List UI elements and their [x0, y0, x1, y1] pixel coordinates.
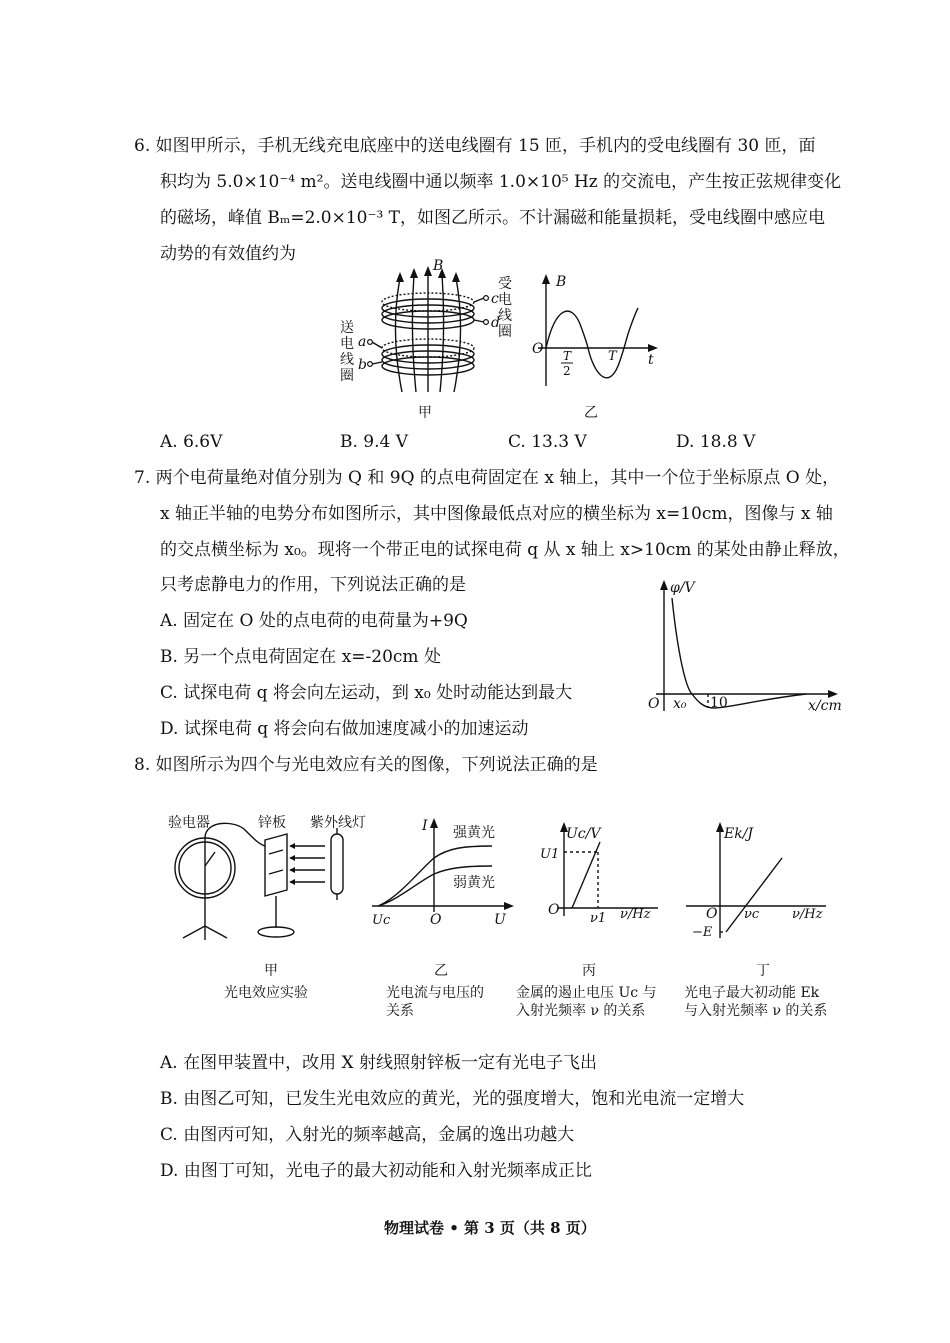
q6-stem-line-1: 6. 如图甲所示，手机无线充电底座中的送电线圈有 15 匝，手机内的受电线圈有 30 匝，面	[134, 136, 816, 156]
v1-label: ν1	[590, 911, 607, 926]
sine-y-label: B	[556, 274, 567, 290]
q7-option-a[interactable]: A. 固定在 O 处的点电荷的电荷量为+9Q	[160, 611, 468, 631]
zinc-plate-label: 锌板	[258, 815, 286, 831]
q8-fig-bing-letter: 丙	[582, 963, 596, 979]
uv-lamp-label: 紫外线灯	[310, 815, 366, 831]
q8-option-d[interactable]: D. 由图丁可知，光电子的最大初动能和入射光频率成正比	[160, 1161, 592, 1181]
q7-stem-line-1: 7. 两个电荷量绝对值分别为 Q 和 9Q 的点电荷固定在 x 轴上，其中一个位于坐标原点 O 处，	[134, 468, 840, 488]
q6-option-a[interactable]: A. 6.6V	[160, 432, 223, 452]
q8-fig-bing-caption-1: 金属的遏止电压 Uc 与	[516, 985, 657, 1001]
electroscope-label: 验电器	[168, 815, 210, 831]
q6-fig-yi-caption: 乙	[584, 405, 598, 421]
iu-x-label: U	[494, 912, 506, 928]
uc-label: Uc	[372, 913, 391, 928]
q6-stem-line-3: 的磁场，峰值 Bₘ=2.0×10⁻³ T，如图乙所示。不计漏磁和能量损耗，受电线圈中感应电	[160, 208, 826, 228]
q6-option-c[interactable]: C. 13.3 V	[508, 432, 587, 452]
q8-fig-yi-letter: 乙	[434, 963, 448, 979]
b-field-label: B	[433, 258, 444, 274]
sine-t-label: T	[608, 349, 617, 364]
tick-10-label: 10	[710, 695, 728, 711]
q8-fig-ding-caption-2: 与入射光频率 ν 的关系	[684, 1003, 828, 1019]
sine-half-t-den: 2	[563, 364, 571, 378]
vc-label: νc	[744, 907, 760, 922]
ek-y-label: Ek/J	[724, 826, 754, 842]
q8-iu-graph	[368, 812, 518, 932]
q8-fig-yi-caption-2: 关系	[386, 1003, 414, 1019]
sine-half-t-num: T	[563, 349, 572, 363]
receiving-coil-label: 受电线圈	[498, 276, 512, 340]
q8-fig-yi-caption-1: 光电流与电压的	[386, 985, 484, 1001]
sine-origin: O	[532, 341, 544, 357]
q8-option-b[interactable]: B. 由图乙可知，已发生光电效应的黄光，光的强度增大，饱和光电流一定增大	[160, 1089, 745, 1109]
terminal-a: a	[358, 334, 367, 350]
q7-stem-line-3: 的交点横坐标为 x₀。现将一个带正电的试探电荷 q 从 x 轴上 x>10cm 的某处由静止释放，	[160, 540, 850, 560]
terminal-b: b	[358, 357, 367, 373]
neg-e-label: −E	[692, 925, 713, 940]
q7-option-d[interactable]: D. 试探电荷 q 将会向右做加速度减小的加速运动	[160, 719, 529, 739]
q8-fig-ding-caption-1: 光电子最大初动能 Ek	[684, 985, 820, 1001]
ek-origin: O	[706, 906, 718, 922]
q7-potential-graph	[636, 576, 846, 716]
ek-x-label: ν/Hz	[792, 907, 823, 922]
q6-option-d[interactable]: D. 18.8 V	[676, 432, 756, 452]
q8-uc-graph	[534, 818, 664, 928]
uc-y-label: Uc/V	[566, 826, 601, 842]
q6-fig-jia-caption: 甲	[418, 405, 432, 421]
q6-sine-graph	[528, 274, 658, 394]
q8-option-c[interactable]: C. 由图丙可知，入射光的频率越高，金属的逸出功越大	[160, 1125, 575, 1145]
page-footer: 物理试卷 • 第 3 页（共 8 页）	[384, 1219, 596, 1237]
q7-stem-line-2: x 轴正半轴的电势分布如图所示，其中图像最低点对应的横坐标为 x=10cm，图像与 x 轴	[160, 504, 833, 524]
iu-y-label: I	[422, 818, 428, 834]
q8-fig-jia-caption: 光电效应实验	[224, 985, 308, 1001]
q8-ek-graph	[686, 818, 836, 948]
q8-fig-ding-letter: 丁	[756, 963, 770, 979]
q7-option-c[interactable]: C. 试探电荷 q 将会向左运动，到 x₀ 处时动能达到最大	[160, 683, 573, 703]
u1-label: U1	[540, 847, 560, 862]
x0-label: x₀	[673, 696, 687, 712]
strong-light-label: 强黄光	[453, 825, 495, 841]
sending-coil-label: 送电线圈	[340, 320, 354, 384]
weak-light-label: 弱黄光	[453, 875, 495, 891]
q7-option-b[interactable]: B. 另一个点电荷固定在 x=-20cm 处	[160, 647, 441, 667]
sine-x-label: t	[648, 352, 654, 368]
q8-fig-jia-letter: 甲	[264, 963, 278, 979]
x-cm-label: x/cm	[808, 698, 842, 714]
terminal-c: c	[491, 291, 499, 307]
q7-stem-line-4: 只考虑静电力的作用，下列说法正确的是	[160, 575, 466, 595]
q8-stem: 8. 如图所示为四个与光电效应有关的图像，下列说法正确的是	[134, 755, 598, 775]
uc-origin: O	[548, 902, 560, 918]
phi-axis-label: φ/V	[670, 580, 695, 596]
terminal-d: d	[491, 315, 500, 331]
iu-origin: O	[430, 912, 442, 928]
q6-option-b[interactable]: B. 9.4 V	[340, 432, 409, 452]
uc-x-label: ν/Hz	[620, 907, 651, 922]
q6-stem-line-4: 动势的有效值约为	[160, 244, 296, 264]
q6-stem-line-2: 积均为 5.0×10⁻⁴ m²。送电线圈中通以频率 1.0×10⁵ Hz 的交流电，产生按正弦规律变化	[160, 172, 842, 192]
q8-option-a[interactable]: A. 在图甲装置中，改用 X 射线照射锌板一定有光电子飞出	[160, 1053, 597, 1073]
phi-origin: O	[648, 696, 660, 712]
q8-fig-bing-caption-2: 入射光频率 ν 的关系	[516, 1003, 646, 1019]
